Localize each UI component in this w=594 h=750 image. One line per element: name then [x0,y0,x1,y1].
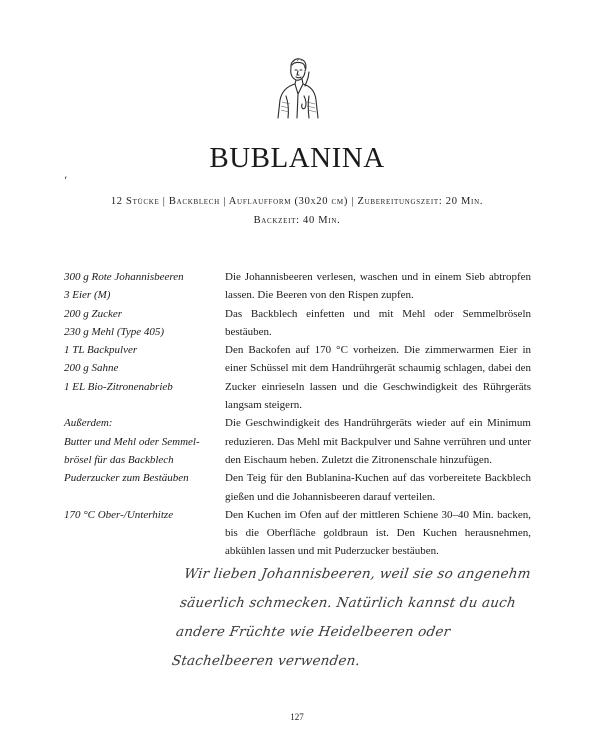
page-number: 127 [290,712,304,722]
ingredient-list [64,268,220,524]
recipe-meta-line2: Backzeit: 40 Min. [253,215,341,226]
recipe-title: BUBLANINA [209,142,385,174]
ingredient-spacer [64,396,220,414]
instruction-step: Den Kuchen im Ofen auf der mittleren Schiene 30–40 Min. backen, bis die Oberfläche goldbraun ist. Den Kuchen herausnehmen, abkühlen lassen und mit Puderzucker bestäuben. [225,508,531,558]
ingredient-item: 1 EL Bio-Zitronenabrieb [64,380,173,393]
ingredient-item: 200 g Zucker [64,307,123,320]
ingredient-item: brösel für das Backblech [64,453,174,466]
instruction-step: Den Teig für den Bublanina-Kuchen auf das vorbereitete Backblech gießen und die Johannisbeeren darauf verteilen. [225,472,531,503]
ingredient-item: 1 TL Backpulver [64,344,138,357]
ingredient-item: 3 Eier (M) [64,289,111,302]
handwritten-note: Wir lieben Johannisbeeren, weil sie so angenehm säuerlich schmecken. Natürlich kannst du auch andere Früchte wie Heidelbeeren oder Stachelbeeren verwenden. [170,566,532,669]
ingredient-spacer [64,488,220,506]
chef-portrait-icon [276,56,320,120]
oven-setting: 170 °C Ober-/Unterhitze [64,508,174,521]
recipe-meta [60,192,534,230]
instruction-step: Die Johannisbeeren verlesen, waschen und in einem Sieb abtropfen lassen. Die Beeren von den Rispen zupfen. [225,271,531,302]
decorative-mark: ’ [64,176,68,187]
instruction-step: Die Geschwindigkeit des Handrührgeräts wieder auf ein Minimum reduzieren. Das Mehl mit Backpulver und Sahne verrühren und unter den Eischaum heben. Zuletzt die Zitronenschale hinzufügen. [225,417,531,466]
ingredient-extra-heading: Außerdem: [64,417,113,430]
ingredient-item: 300 g Rote Johannisbeeren [64,271,184,283]
ingredient-item: 230 g Mehl (Type 405) [64,325,164,338]
ingredient-item: 200 g Sahne [64,362,119,375]
instruction-step: Das Backblech einfetten und mit Mehl oder Semmelbröseln bestäuben. [225,307,531,338]
instruction-step: Den Backofen auf 170 °C vorheizen. Die zimmerwarmen Eier in einer Schüssel mit dem Handrührgerät schaumig schlagen, dabei den Zucker einrieseln lassen und die Geschwindigkeit des Rührgeräts langsam steigern. [225,344,531,412]
recipe-meta-line1: 12 Stücke | Backblech | Auflaufform (30x20 cm) | Zubereitungszeit: 20 Min. [110,196,484,207]
ingredient-item: Butter und Mehl oder Semmel- [64,435,200,448]
ingredient-item: Puderzucker zum Bestäuben [64,472,189,485]
instructions [225,268,531,561]
